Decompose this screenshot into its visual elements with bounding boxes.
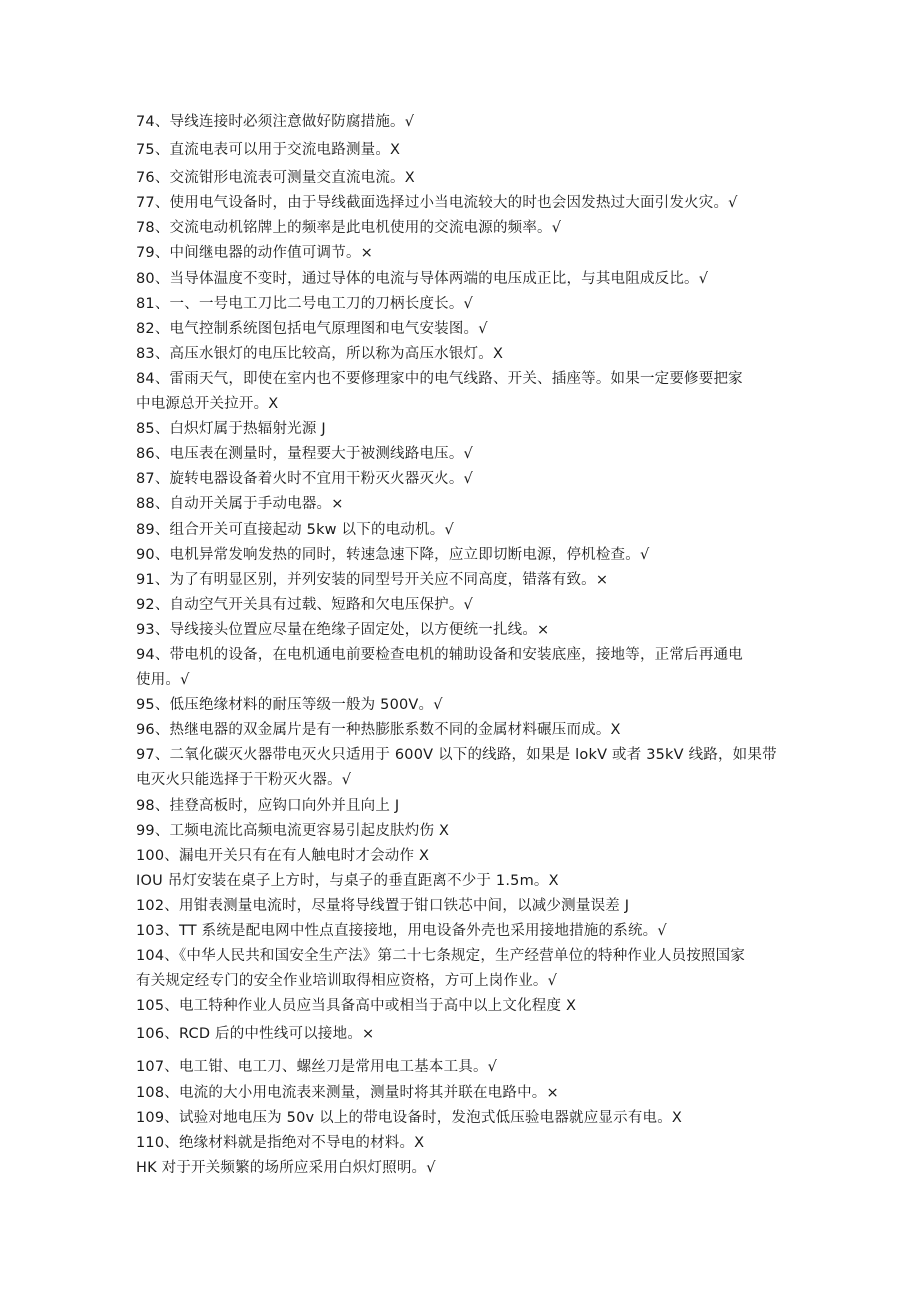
item-86: 86、电压表在测量时，量程要大于被测线路电压。√ [136,446,473,463]
item-92: 92、自动空气开关具有过载、短路和欠电压保护。√ [136,596,473,613]
item-108: 108、电流的大小用电流表来测量，测量时将其并联在电路中。× [136,1084,559,1101]
item-79: 79、中间继电器的动作值可调节。× [136,245,373,262]
item-102: 102、用钳表测量电流时，尽量将导线置于钳口铁芯中间，以减少测量误差 J [136,897,630,914]
item-111: HK 对于开关频繁的场所应采用白炽灯照明。√ [136,1159,436,1176]
item-99: 99、工频电流比高频电流更容易引起皮肤灼伤 X [136,822,450,839]
item-82: 82、电气控制系统图包括电气原理图和电气安装图。√ [136,320,488,337]
item-109: 109、试验对地电压为 50v 以上的带电设备时，发泡式低压验电器就应显示有电。X [136,1109,683,1126]
item-96: 96、热继电器的双金属片是有一种热膨胀系数不同的金属材料碾压而成。X [136,722,621,739]
item-97: 97、二氧化碳灭火器带电灭火只适用于 600V 以下的线路，如果是 lokV 或者 35kV 线路，如果带 [136,747,777,764]
item-100: 100、漏电开关只有在有人触电时才会动作 X [136,847,430,864]
document-body [136,110,786,1181]
item-97-continued: 电灭火只能选择于干粉灭火器。√ [136,772,352,789]
item-84: 84、雷雨天气，即使在室内也不要修理家中的电气线路、开关、插座等。如果一定要修要把家 [136,370,743,387]
item-95: 95、低压绝缘材料的耐压等级一般为 500V。√ [136,697,443,714]
item-101: IOU 吊灯安装在桌子上方时，与桌子的垂直距离不少于 1.5m。X [136,872,559,889]
item-104: 104、《中华人民共和国安全生产法》第二十七条规定，生产经营单位的特种作业人员按照国家 [136,948,746,965]
item-76: 76、交流钳形电流表可测量交直流电流。X [136,170,415,187]
item-81: 81、一、一号电工刀比二号电工刀的刀柄长度长。√ [136,295,473,312]
item-103: 103、TT 系统是配电网中性点直接接地，用电设备外壳也采用接地措施的系统。√ [136,923,667,939]
item-75: 75、直流电表可以用于交流电路测量。X [136,142,401,159]
item-110: 110、绝缘材料就是指绝对不导电的材料。X [136,1134,425,1151]
item-91: 91、为了有明显区别，并列安装的同型号开关应不同高度，错落有致。× [136,571,609,588]
item-77: 77、使用电气设备时，由于导线截面选择过小当电流较大的时也会因发热过大面引发火灾。√ [136,195,738,212]
item-87: 87、旋转电器设备着火时不宜用干粉灭火器灭火。√ [136,471,473,488]
item-94-continued: 使用。√ [136,672,190,689]
item-78: 78、交流电动机铭牌上的频率是此电机使用的交流电源的频率。√ [136,220,562,237]
item-90: 90、电机异常发响发热的同时，转速急速下降，应立即切断电源，停机检查。√ [136,546,650,563]
item-80: 80、当导体温度不变时，通过导体的电流与导体两端的电压成正比，与其电阻成反比。√ [136,270,709,287]
item-84-continued: 中电源总开关拉开。X [136,396,279,413]
item-107: 107、电工钳、电工刀、螺丝刀是常用电工基本工具。√ [136,1059,498,1076]
item-98: 98、挂登高板时，应钩口向外并且向上 J [136,797,400,814]
item-89: 89、组合开关可直接起动 5kw 以下的电动机。√ [136,521,454,538]
item-85: 85、白炽灯属于热辐射光源 J [136,421,326,438]
item-93: 93、导线接头位置应尽量在绝缘子固定处，以方便统一扎线。× [136,621,550,638]
item-104-continued: 有关规定经专门的安全作业培训取得相应资格，方可上岗作业。√ [136,973,558,990]
item-105: 105、电工特种作业人员应当具备高中或相当于高中以上文化程度 X [136,998,577,1015]
item-94: 94、带电机的设备，在电机通电前要检查电机的辅助设备和安装底座，接地等，正常后再通电 [136,646,743,663]
item-74: 74、导线连接时必须注意做好防腐措施。√ [136,114,415,130]
item-83: 83、高压水银灯的电压比较高，所以称为高压水银灯。X [136,345,504,362]
item-106: 106、RCD 后的中性线可以接地。× [136,1026,375,1043]
item-88: 88、自动开关属于手动电器。× [136,496,344,513]
